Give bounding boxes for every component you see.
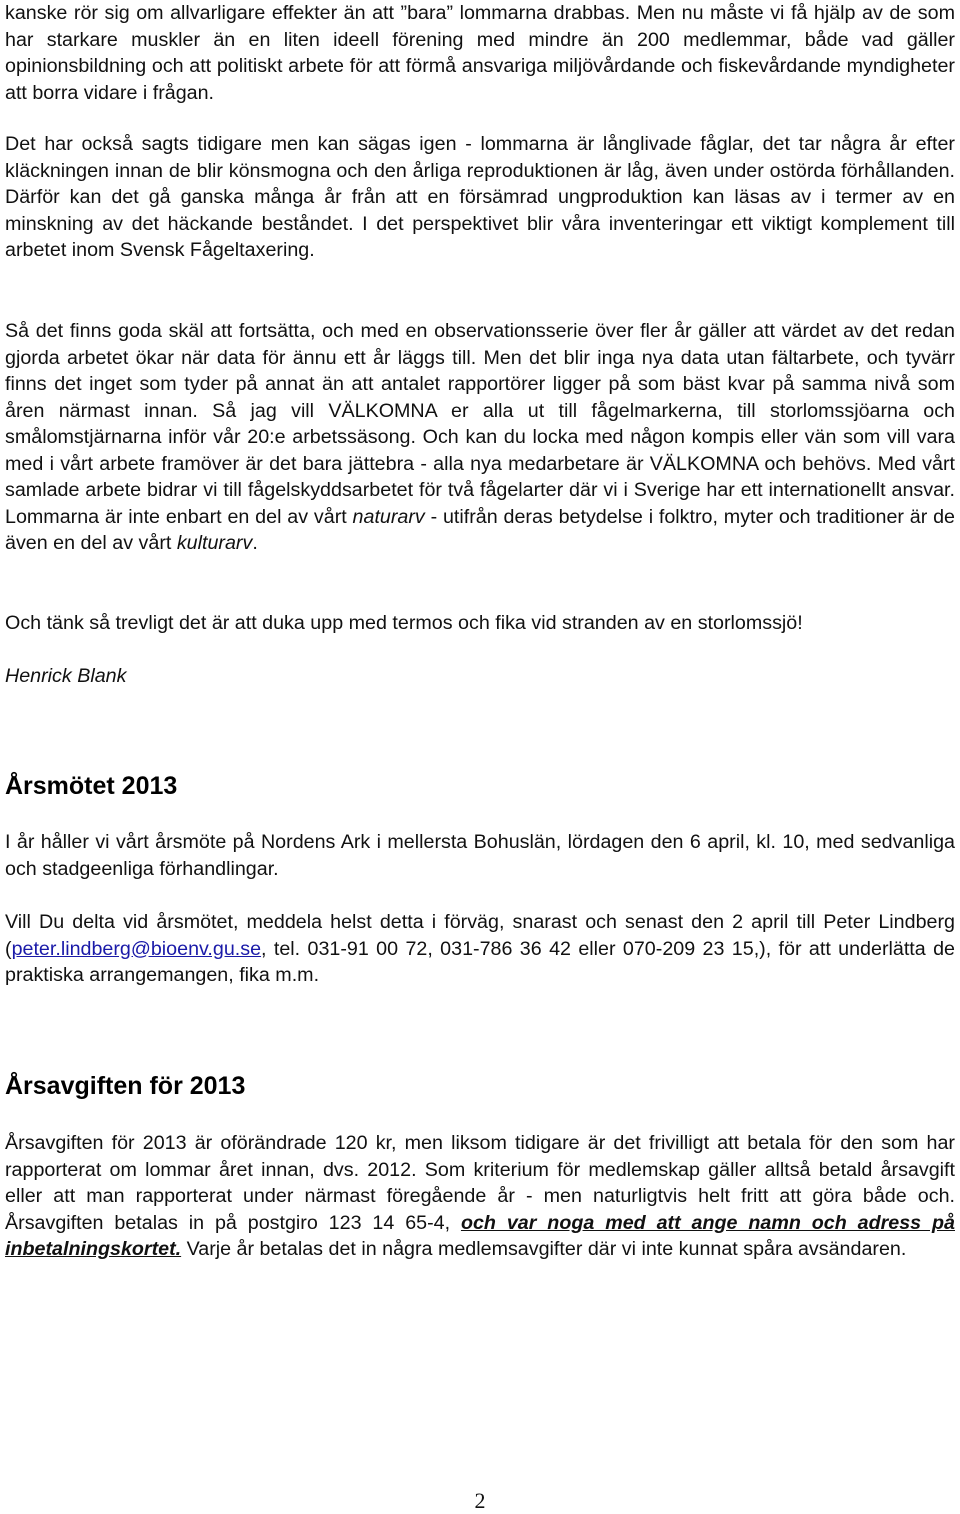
paragraph-welcome-text-1: Så det finns goda skäl att fortsätta, och med en observationsserie över fler år gäller att värdet av det redan gjorda arbetet ökar när data för ännu ett år läggs till. Men det blir inga nya data utan fältarbete, och tyvärr finns det inget som tyder på annat än att antalet rapportörer ligger på som bäst kvar på samma nivå som åren närmast innan. Så jag vill VÄLKOMNA er alla ut till fågelmarkerna, till storlomssjöarna och smålomstjärnarna inför vår 20:e arbetssäsong. Och kan du locka med någon kompis eller vän som vill vara med i vårt arbete framöver är det bara jättebra - alla nya medarbetare är VÄLKOMNA och behövs. Med vårt samlade arbete bidrar vi till fågelskyddsarbetet för två fågelarter där vi i Sverige har ett internationellt ansvar. Lommarna är inte enbart en del av vårt: [5, 320, 955, 528]
section-heading-annual-meeting: Årsmötet 2013: [5, 772, 178, 800]
email-link[interactable]: peter.lindberg@bioenv.gu.se: [11, 937, 262, 960]
annual-fee-text-2: Varje år betalas det in några medlemsavgifter där vi inte kunnat spåra avsändaren.: [181, 1238, 907, 1260]
paragraph-registration: [5, 909, 955, 989]
naturarv-emphasis: naturarv: [352, 505, 425, 528]
paragraph-welcome-text-2: - utifrån deras betydelse i folktro, myter och traditioner är de även en del av vårt: [5, 505, 955, 554]
registration-text-2: , tel. 031-91 00 72, 031-786 36 42 eller 070-209 23 15,), för att underlätta de praktiska arrangemangen, fika m.m.: [5, 937, 955, 986]
annual-fee-text-1: Årsavgiften för 2013 är oförändrade 120 kr, men liksom tidigare är det frivilligt att betala för den som har rapporterat om lommar året innan, dvs. 2012. Som kriterium för medlemskap gäller alltså betald årsavgift eller att man rapporterat under närmast föregående år - men naturligtvis helt fritt att göra både och. Årsavgiften betalas in på postgiro 123 14 65-4,: [5, 1132, 955, 1234]
paragraph-welcome: [5, 318, 955, 557]
page-number: 2: [474, 1488, 486, 1513]
paragraph-closing: Och tänk så trevligt det är att duka upp med termos och fika vid stranden av en storlomssjö!: [5, 612, 803, 634]
paragraph-annual-fee: [5, 1130, 955, 1263]
kulturarv-emphasis: kulturarv: [176, 532, 253, 554]
section-heading-annual-fee: Årsavgiften för 2013: [5, 1072, 246, 1100]
registration-text-1: Vill Du delta vid årsmötet, meddela helst detta i förväg, snarast och senast den 2 april till Peter Lindberg (: [5, 911, 955, 960]
paragraph-annual-meeting: I år håller vi vårt årsmöte på Nordens Ark i mellersta Bohuslän, lördagen den 6 april, kl. 10, med sedvanliga och stadgeenliga förhandlingar.: [5, 831, 955, 880]
paragraph-longevity: Det har också sagts tidigare men kan sägas igen - lommarna är långlivade fåglar, det tar några år efter kläckningen innan de blir könsmogna och den årliga reproduktionen är låg, även under ostörda förhållanden. Därför kan det gå ganska många år från att en försämrad ungproduktion kan läsas av i termer av en minskning av det häckande beståndet. I det perspektivet blir våra inventeringar ett viktigt komplement till arbetet inom Svensk Fågeltaxering.: [5, 133, 955, 261]
paragraph-welcome-text-3: .: [252, 532, 258, 554]
signature: Henrick Blank: [5, 665, 127, 687]
annual-fee-emphasis: och var noga med att ange namn och adress på inbetalningskortet.: [5, 1211, 955, 1260]
paragraph-intro: kanske rör sig om allvarligare effekter än att ”bara” lommarna drabbas. Men nu måste vi få hjälp av de som har starkare muskler än en liten ideell förening med mindre än 200 medlemmar, både vad gäller opinionsbildning och att politiskt arbete för att förmå ansvariga miljövårdande och fiskevårdande myndigheter att borra vidare i frågan.: [5, 2, 955, 104]
